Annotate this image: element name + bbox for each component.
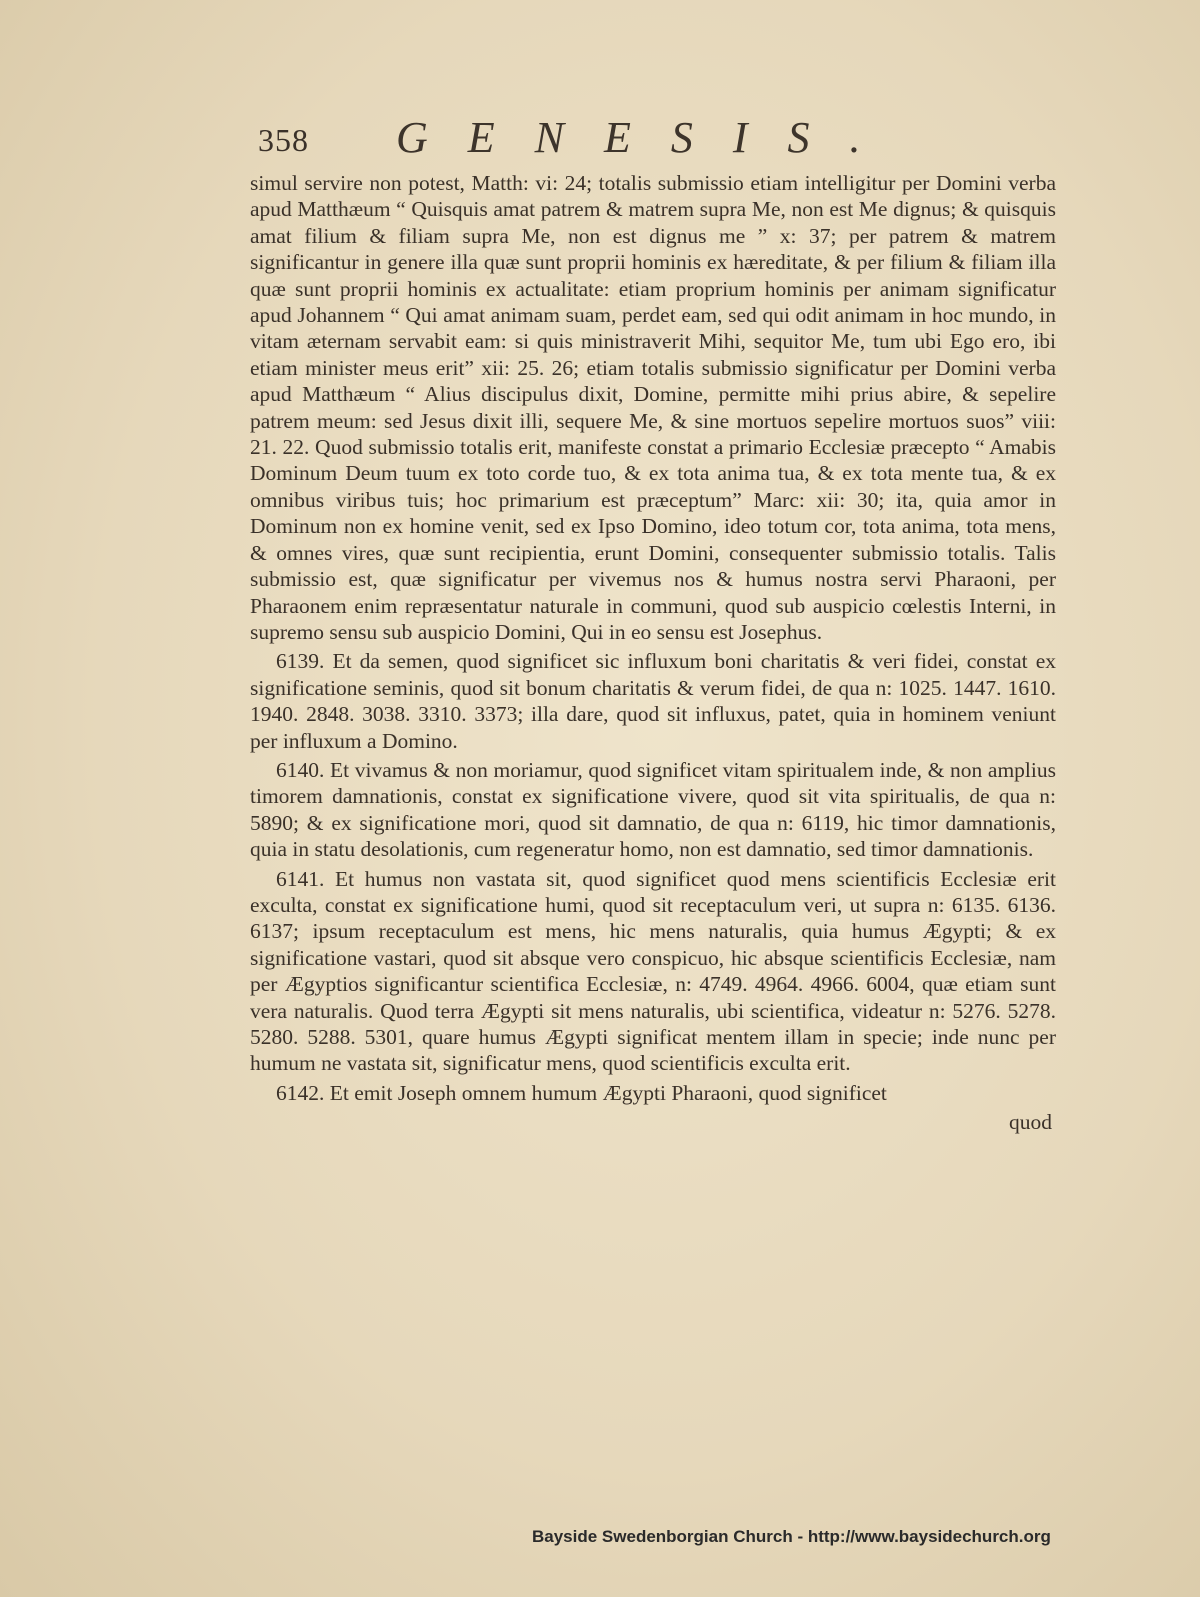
catchword: quod [1009, 1110, 1052, 1135]
body-text [250, 170, 1056, 1136]
paragraph-continuation: simul servire non potest, Matth: vi: 24; totalis submissio etiam intelligitur per Domini verba apud Matthæum “ Quisquis amat patrem & matrem supra Me, non est Me dignus; & quisquis amat filium & filiam supra Me, non est dignus me ” x: 37; per patrem & matrem significantur in genere illa quæ sunt proprii hominis ex hæreditate, & per filium & filiam illa quæ sunt proprii hominis ex actualitate: etiam proprium hominis per animam significatur apud Johannem “ Qui amat animam suam, perdet eam, sed qui odit animam in hoc mundo, in vitam æternam servabit eam: si quis ministraverit Mihi, sequitor Me, tum ubi Ego ero, ibi etiam minister meus erit” xii: 25. 26; etiam totalis submissio significatur per Domini verba apud Matthæum “ Alius discipulus dixit, Domine, permitte mihi prius abire, & sepelire patrem meum: sed Jesus dixit illi, sequere Me, & sine mortuos sepelire mortuos suos” viii: 21. 22. Quod submissio totalis erit, manifeste constat a primario Ecclesiæ præcepto “ Amabis Dominum Deum tuum ex toto corde tuo, & ex tota anima tua, & ex tota mente tua, & ex omnibus viribus tuis; hoc primarium est præceptum” Marc: xii: 30; ita, quia amor in Dominum non ex homine venit, sed ex Ipso Domino, ideo totum cor, tota anima, tota mens, & omnes vires, quæ sunt recipientia, erunt Domini, consequenter submissio totalis. Talis submissio est, quæ significatur per vivemus nos & humus nostra servi Pharaoni, per Pharaonem enim repræsentatur naturale in communi, quod sub auspicio cœlestis Interni, in supremo sensu sub auspicio Domini, Qui in eo sensu est Josephus. [250, 171, 1056, 644]
running-head [258, 112, 1058, 168]
running-title: GENESIS. [396, 113, 901, 162]
paragraph-6141: 6141. Et humus non vastata sit, quod significet quod mens scientificis Ecclesiæ erit exculta, constat ex significatione humi, quod sit receptaculum veri, ut supra n: 6135. 6136. 6137; ipsum receptaculum est mens, hic mens naturalis, quia humus Ægypti; & ex significatione vastari, quod sit absque vero conspicuo, hic absque scientificis Ecclesiæ, nam per Ægyptios significantur scientifica Ecclesiæ, n: 4749. 4964. 4966. 6004, quæ etiam sunt vera naturalis. Quod terra Ægypti sit mens naturalis, ubi scientifica, videatur n: 5276. 5278. 5280. 5288. 5301, quare humus Ægypti significat mentem illam in specie; inde nunc per humum ne vastata sit, significatur mens, quod scientificis exculta erit. [250, 866, 1056, 1076]
paragraph-6139: 6139. Et da semen, quod significet sic influxum boni charitatis & veri fidei, constat ex significatione seminis, quod sit bonum charitatis & verum fidei, de qua n: 1025. 1447. 1610. 1940. 2848. 3038. 3310. 3373; illa dare, quod sit influxus, patet, quia in hominem veniunt per influxum a Domino. [250, 649, 1056, 753]
page-number: 358 [258, 122, 309, 158]
footer-credit: Bayside Swedenborgian Church - http://www.baysidechurch.org [532, 1527, 1051, 1546]
paragraph-6142: 6142. Et emit Joseph omnem humum Ægypti Pharaoni, quod significet [276, 1080, 887, 1105]
paragraph-6140: 6140. Et vivamus & non moriamur, quod significet vitam spiritualem inde, & non amplius timorem damnationis, constat ex significatione vivere, quod sit vita spiritualis, de qua n: 5890; & ex significatione mori, quod sit damnatio, de qua n: 6119, hic timor damnationis, quia in statu desolationis, cum regeneratur homo, non est damnatio, sed timor damnationis. [250, 757, 1056, 862]
